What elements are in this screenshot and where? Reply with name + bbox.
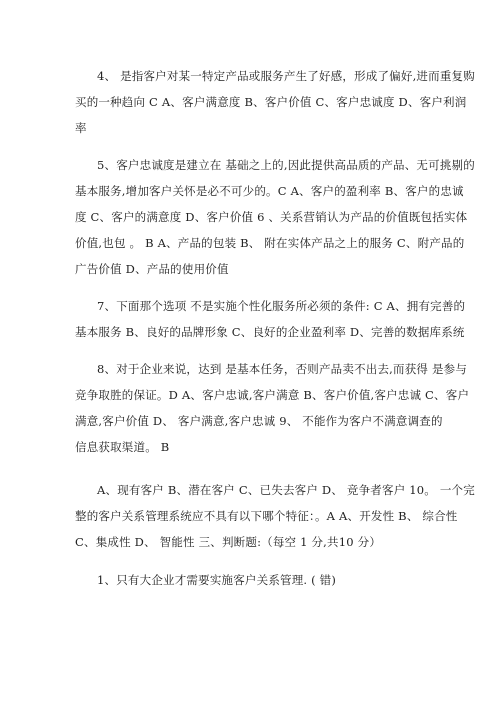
paragraph-4-line-3: 满意,客户价值 D、 客户满意,客户忠诚 9、 不能作为客户不满意调查的 (75, 414, 443, 428)
paragraph-1-line-2: 买的一种趋向 C A、客户满意度 B、客户价值 C、客户忠诚度 D、客户利润 (75, 95, 467, 109)
paragraph-1-line-3: 率 (75, 121, 87, 135)
paragraph-2-line-5: 广告价值 D、产品的使用价值 (75, 262, 229, 276)
paragraph-4-line-1: 8、对于企业来说，达到 是基本任务，否则产品卖不出去,而获得 是参与 (97, 362, 468, 376)
paragraph-6-line-1: 1、只有大企业才需要实施客户关系管理. ( 错) (97, 573, 337, 587)
paragraph-4-line-4: 信息获取渠道。 B (75, 440, 170, 454)
paragraph-3-line-1: 7、下面那个选项 不是实施个性化服务所必须的条件: C A、拥有完善的 (97, 299, 466, 313)
paragraph-5-line-3: C、集成性 D、 智能性 三、判断题:（每空 1 分,共10 分） (75, 535, 382, 549)
paragraph-2-line-1: 5、客户忠诚度是建立在 基础之上的,因此提供高品质的产品、无可挑剔的 (97, 158, 475, 172)
paragraph-2-line-2: 基本服务,增加客户关怀是必不可少的。C A、客户的盈利率 B、客户的忠诚 (75, 184, 464, 198)
paragraph-1-line-1: 4、 是指客户对某一特定产品或服务产生了好感，形成了偏好,进而重复购 (97, 69, 475, 83)
paragraph-2-line-4: 价值,也包 。 B A、产品的包装 B、 附在实体产品之上的服务 C、附产品的 (75, 236, 465, 250)
paragraph-5-line-1: A、现有客户 B、潜在客户 C、已失去客户 D、 竞争者客户 10。 一个完 (97, 483, 475, 497)
paragraph-3-line-2: 基本服务 B、良好的品牌形象 C、良好的企业盈利率 D、完善的数据库系统 (75, 325, 465, 339)
paragraph-2-line-3: 度 C、客户的满意度 D、客户价值 6 、关系营销认为产品的价值既包括实体 (75, 210, 468, 224)
paragraph-4-line-2: 竞争取胜的保证。D A、客户忠诚,客户满意 B、客户价值,客户忠诚 C、客户 (75, 388, 470, 402)
paragraph-5-line-2: 整的客户关系管理系统应不具有以下哪个特征：。A A、开发性 B、 综合性 (75, 509, 458, 523)
